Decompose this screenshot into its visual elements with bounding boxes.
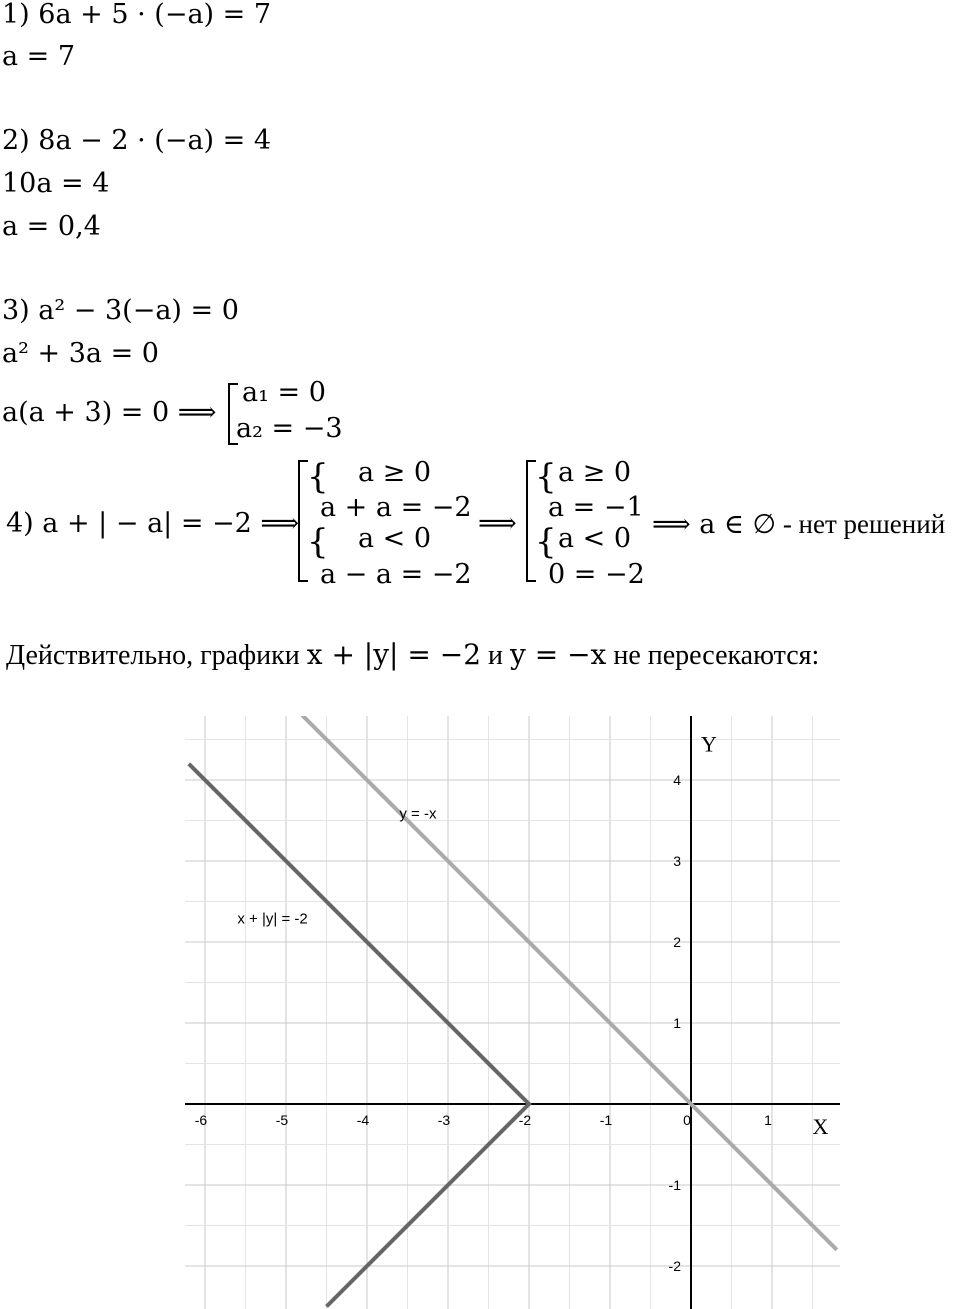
solution2-line3: a = 0,4 bbox=[2, 211, 101, 242]
conclusion-eq2: y = −x bbox=[510, 638, 607, 671]
solution3-line2: a² + 3a = 0 bbox=[2, 338, 159, 369]
y-tick-label: 2 bbox=[673, 934, 681, 950]
solution4-brace1: { bbox=[307, 457, 329, 497]
x-tick-label: -1 bbox=[599, 1112, 613, 1128]
y-tick-label: 4 bbox=[673, 772, 681, 788]
solution4-result-text: - нет решений bbox=[776, 509, 946, 539]
conclusion-text-before: Действительно, графики bbox=[6, 640, 307, 671]
solution3-root2: a₂ = −3 bbox=[236, 413, 343, 444]
conclusion-text-after: не пересекаются: bbox=[606, 640, 820, 671]
tick-labels bbox=[195, 732, 829, 1274]
x-tick-label: -2 bbox=[518, 1112, 532, 1128]
solution4-sys2-d: 0 = −2 bbox=[548, 559, 645, 590]
x-tick-label: -6 bbox=[194, 1112, 208, 1128]
x-tick-label: -5 bbox=[275, 1112, 289, 1128]
solution4-sys1-a: a ≥ 0 bbox=[358, 457, 432, 488]
conclusion-sentence bbox=[6, 640, 819, 671]
solution4-sys1-b: a + a = −2 bbox=[320, 492, 472, 523]
solution4-result-math: ⟹ a ∈ ∅ bbox=[652, 509, 777, 540]
y-tick-label: -1 bbox=[668, 1177, 681, 1193]
y-tick-label: 1 bbox=[673, 1015, 681, 1031]
solution2-line1: 2) 8a − 2 · (−a) = 4 bbox=[2, 125, 272, 156]
y-tick-label: 3 bbox=[673, 853, 681, 869]
solution1-line1: 1) 6a + 5 · (−a) = 7 bbox=[2, 0, 272, 30]
solution4-brace3: { bbox=[535, 457, 557, 497]
solution2-line2: 10a = 4 bbox=[2, 168, 110, 199]
solution4-result bbox=[652, 509, 945, 540]
x-tick-label: -3 bbox=[437, 1112, 451, 1128]
solution4-sys2-c: a < 0 bbox=[558, 523, 632, 554]
x-axis-label: X bbox=[812, 1114, 829, 1139]
solution4-lhs: 4) a + | − a| = −2 ⟹ bbox=[6, 508, 300, 539]
x-tick-label: 1 bbox=[764, 1112, 772, 1128]
solution4-brace2: { bbox=[307, 522, 329, 562]
solution4-arrow: ⟹ bbox=[478, 508, 517, 539]
x-tick-label: 0 bbox=[683, 1112, 691, 1128]
solution4-sys1-d: a − a = −2 bbox=[320, 559, 472, 590]
solution3-line3-lhs: a(a + 3) = 0 ⟹ bbox=[2, 397, 217, 428]
solution3-line1: 3) a² − 3(−a) = 0 bbox=[2, 295, 239, 326]
axes bbox=[185, 716, 840, 1309]
series-label-1: y = -x bbox=[399, 805, 437, 823]
solution4-brace4: { bbox=[535, 522, 557, 562]
y-axis-label: Y bbox=[701, 731, 717, 757]
solution1-line2: a = 7 bbox=[2, 41, 76, 72]
conclusion-eq1: x + |y| = −2 bbox=[306, 638, 482, 671]
x-tick-label: -4 bbox=[356, 1112, 370, 1128]
function-graph bbox=[185, 716, 840, 1309]
solution4-sys2-b: a = −1 bbox=[548, 492, 644, 523]
solution4-sys2-a: a ≥ 0 bbox=[558, 457, 632, 488]
solution3-root1: a₁ = 0 bbox=[242, 377, 326, 408]
solution4-sys1-c: a < 0 bbox=[358, 523, 432, 554]
series-label-2: x + |y| = -2 bbox=[237, 910, 308, 928]
conclusion-text-mid: и bbox=[481, 640, 511, 671]
y-tick-label: -2 bbox=[668, 1258, 681, 1274]
grid-lines bbox=[185, 716, 840, 1309]
